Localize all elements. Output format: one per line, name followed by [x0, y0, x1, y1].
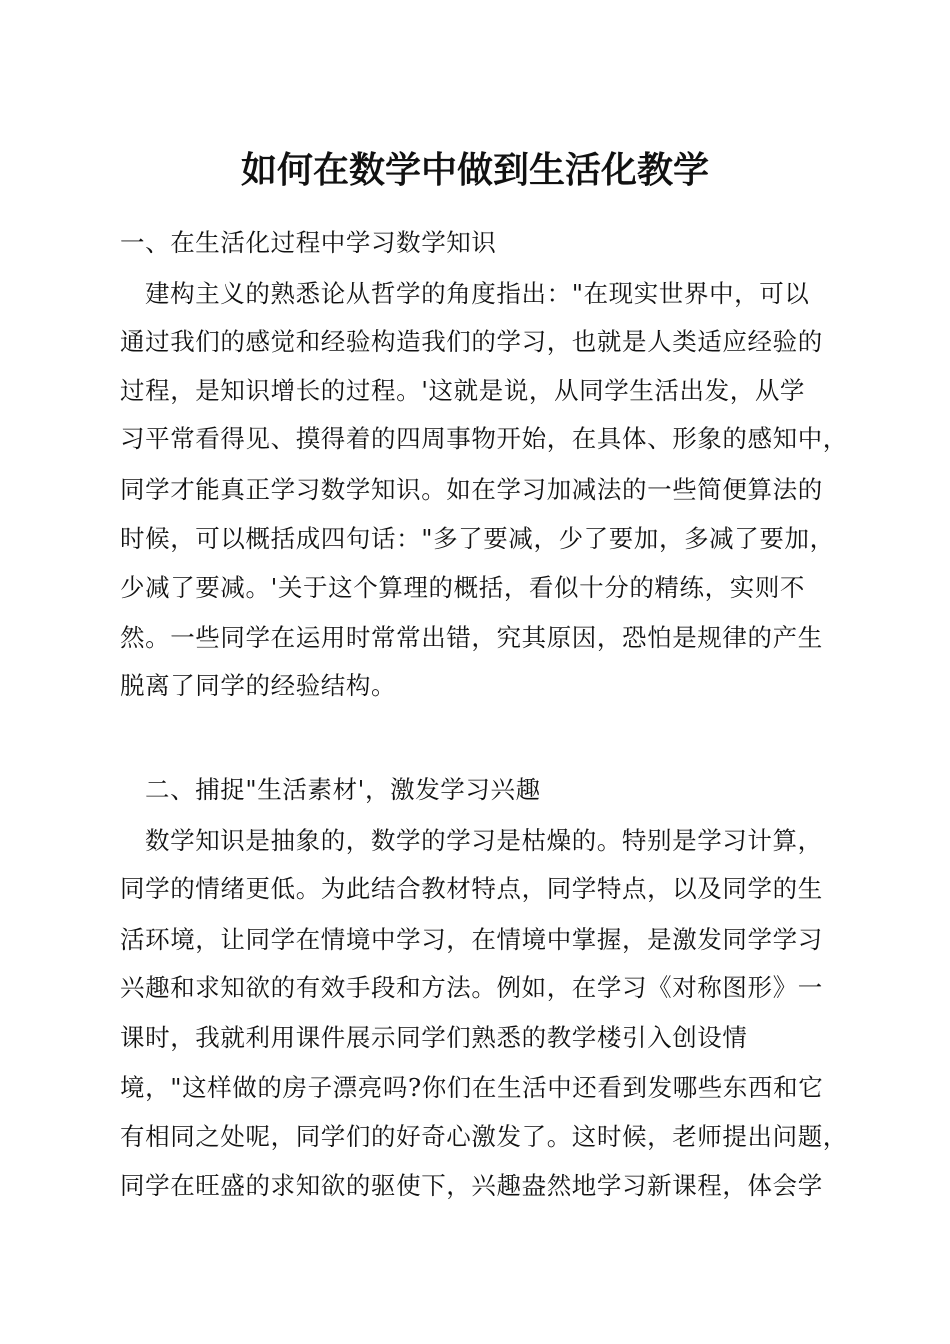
paragraph-line: 同学才能真正学习数学知识。如在学习加减法的一些简便算法的: [120, 475, 823, 504]
paragraph-line: 兴趣和求知欲的有效手段和方法。例如，在学习《对称图形》一: [120, 973, 823, 1002]
paragraph-line: 少减了要减。'关于这个算理的概括，看似十分的精练，实则不: [120, 573, 806, 602]
paragraph-line: 课时，我就利用课件展示同学们熟悉的教学楼引入创设情: [120, 1023, 748, 1052]
paragraph-line: 活环境，让同学在情境中学习，在情境中掌握，是激发同学学习: [120, 925, 823, 954]
paragraph-line: 境，"这样做的房子漂亮吗?你们在生活中还看到发哪些东西和它: [120, 1073, 824, 1102]
paragraph-line: 过程，是知识增长的过程。'这就是说，从同学生活出发，从学: [120, 376, 806, 405]
paragraph-line: 建构主义的熟悉论从哲学的角度指出："在现实世界中，可以: [145, 279, 810, 308]
paragraph-line: 同学的情绪更低。为此结合教材特点，同学特点，以及同学的生: [120, 874, 823, 903]
document-title: 如何在数学中做到生活化教学: [240, 149, 709, 191]
paragraph-line: 有相同之处呢，同学们的好奇心激发了。这时候，老师提出问题，: [120, 1122, 848, 1151]
paragraph-line: 然。一些同学在运用时常常出错，究其原因，恐怕是规律的产生: [120, 623, 823, 652]
paragraph-line: 时候，可以概括成四句话："多了要减，少了要加，多减了要加，: [120, 524, 835, 553]
paragraph-line: 脱离了同学的经验结构。: [120, 671, 397, 700]
paragraph-line: 数学知识是抽象的，数学的学习是枯燥的。特别是学习计算，: [145, 826, 823, 855]
section-2-heading: 二、捕捉"生活素材'，激发学习兴趣: [145, 775, 541, 804]
paragraph-line: 习平常看得见、摸得着的四周事物开始，在具体、形象的感知中，: [120, 424, 848, 453]
paragraph-line: 通过我们的感觉和经验构造我们的学习，也就是人类适应经验的: [120, 327, 823, 356]
paragraph-line: 同学在旺盛的求知欲的驱使下，兴趣盎然地学习新课程，体会学: [120, 1171, 823, 1200]
section-1-heading: 一、在生活化过程中学习数学知识: [120, 228, 497, 257]
